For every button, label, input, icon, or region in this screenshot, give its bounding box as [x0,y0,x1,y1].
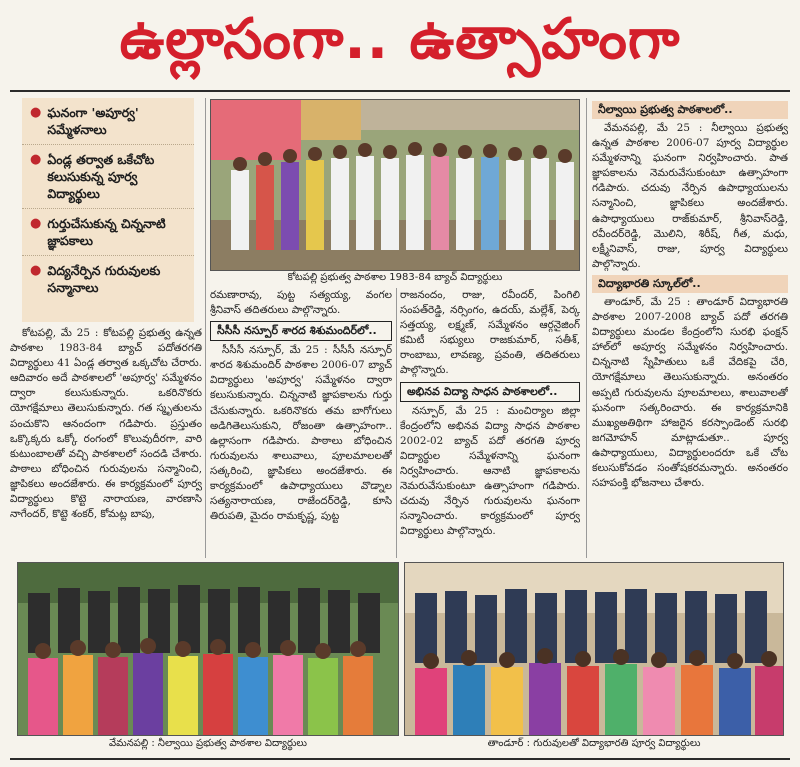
article-column-1 [10,326,202,556]
highlight-item: ● విద్యనేర్పిన గురువులకు సన్మానాలు [30,263,161,295]
section-heading: సీసీసీ నస్పూర్ శారద శిశుమందిర్‌లో.. [210,321,392,341]
headline-rule [10,90,790,92]
article-paragraph: సీసీసీ నస్పూర్, మే 25 : సీసీసీ నస్పూర్ శారద శిశుమందిర్ పాఠశాల 2006-07 బ్యాచ్ విద్యార్థులు 'అపూర్వ' సమ్మేళనం ద్వారా కలుసుకున్నారు. చిన్ననాటి జ్ఞాపకాలను గుర్తు చేసుకున్నారు. ఒకరినొకరు తమ బాగోగులు అడిగితెలుసుకుని, రోజంతా ఉత్సాహంగా.. ఉల్లాసంగా గడిపారు. పాఠాలు బోధించిన గురువులను శాలువాలు, పూలమాలలతో సత్కరించి, జ్ఞాపికలు అందజేశారు. ఈ కార్యక్రమంలో ఉపాధ్యాయులు వొడ్నాల సత్యనారాయణ, రాజేందర్‌రెడ్డి, కూసి తిరుపతి, మైదం రామకృష్ణ, పుట్ట [210,344,392,523]
photo-bottom-left-caption: వేమనపల్లి : నీల్వాయి ప్రభుత్వ పాఠశాల విద్యార్థులు [17,737,399,751]
highlight-item: ● ఘనంగా 'అపూర్వ' సమ్మేళనాలు [22,98,194,145]
article-column-2 [210,288,392,558]
highlights-box [22,98,194,322]
bullet-icon: ● [30,152,42,167]
article-column-4 [592,98,788,558]
photo-bottom-right-caption: తాండూర్ : గురువులతో విద్యాభారతి పూర్వ విద్యార్థులు [404,737,784,751]
photo-kotapalli-group [210,99,580,271]
article-column-3 [400,288,580,558]
headline: ఉల్లాసంగా.. ఉత్సాహంగా [119,6,681,72]
bottom-rule [10,758,790,760]
photo-neelwai-group [17,562,399,736]
section-heading: అభినవ విద్యా సాధన పాఠశాలలో.. [400,382,580,402]
column-divider [205,98,206,558]
photo-tandur-group [404,562,784,736]
photo-top-caption: కోటపల్లి ప్రభుత్వ పాఠశాల 1983-84 బ్యాచ్ విద్యార్థులు [210,271,580,285]
article-paragraph: నస్పూర్, మే 25 : మంచిర్యాల జిల్లా కేంద్రంలోని అభినవ విద్యా సాధన పాఠశాల 2002-02 బ్యాచ్ పదో తరగతి పూర్వ విద్యార్థుల సమ్మేళనాన్ని ఘనంగా నిర్వహించారు. ఆనాటి జ్ఞాపకాలను నెమరువేసుకుంటూ ఉత్సాహంగా గడిపారు. చదువు నేర్పిన గురువులను ఘనంగా సన్మానించారు. కార్యక్రమంలో పూర్వ విద్యార్థులు పాల్గొన్నారు. [400,404,580,538]
article-paragraph: తాండూర్, మే 25 : తాండూర్ విద్యాభారతి పాఠశాల 2007-2008 బ్యాచ్ పదో తరగతి విద్యార్థులు మండల కేంద్రంలోని సురభి ఫంక్షన్ హాల్‌లో అపూర్వ సమ్మేళనం నిర్వహించారు. చిన్ననాటి స్నేహితులు ఒకే వేదికపై చేరి, యోగక్షేమాలు తెలుసుకున్నారు. అనంతరం అప్పటి గురువులను పూలమాలలు, శాలువాలతో ఘనంగా సత్కరించారు. ఈ కార్యక్రమానికి ముఖ్యఅతిథిగా హాజరైన కరస్పాండెంట్ సురభి జగమోహన్ మాట్లాడుతూ.. పూర్వ ఉపాధ్యాయులు, విద్యార్థులందరూ ఒకే చోట కలుసుకోవడం సంతోషకరమన్నారు. అనంతరం సహపంక్తి భోజనాలు చేశారు. [592,295,788,490]
column-divider [586,98,587,558]
section-heading: విద్యాభారతి స్కూల్‌లో.. [592,275,788,293]
bullet-icon: ● [30,105,42,120]
highlight-item: ● ఏండ్ల తర్వాత ఒకేచోట కలుసుకున్న పూర్వ విద్యార్థులు [22,145,194,209]
article-paragraph: రాజనందం, రాజు, రవీందర్, పింగిలి సంపత్‌రెడ్డి, నర్సింగం, ఉదయ్, మల్లేశ్, పెర్క సత్తయ్య, లక్ష్మణ్, సమ్మేళనం ఆర్గనైజింగ్ కమిటీ సభ్యులు రాజకుమార్, సతీశ్, రాంబాబు, లావణ్య, ప్రవంతి, తదితరులు పాల్గొన్నారు. [400,289,580,377]
article-paragraph: కోటపల్లి, మే 25 : కోటపల్లి ప్రభుత్వ ఉన్నత పాఠశాల 1983-84 బ్యాచ్ పదోతరగతి విద్యార్థులు 41 ఏండ్ల తర్వాత ఒక్కచోట చేరారు. ఆదివారం అదే పాఠశాలలో 'అపూర్వ' సమ్మేళనం ద్వారా కలుసుకున్నారు. ఒకరినొకరు యోగక్షేమాలు తెలుసుకున్నారు. గత స్మృతులను పంచుకొని ఆనందంగా గడిపారు. ప్రస్తుతం ఒక్కొక్కరు ఒక్కో రంగంలో కొలువుదీరగా, వారి కుటుంబాలతో వచ్చి పాఠశాలలో సందడి చేశారు. పాఠాలు బోధించిన గురువులను సన్మానించి, జ్ఞాపికలు అందజేశారు. ఈ కార్యక్రమంలో పూర్వ విద్యార్థులు కొట్టె నారాయణ, వారణాసి నాగేందర్, కొట్టె శంకర్, కోమట్ల బాపు, [10,327,202,521]
bullet-icon: ● [30,216,42,231]
column-divider [396,288,397,558]
article-paragraph: వేమనపల్లి, మే 25 : నీల్వాయి ప్రభుత్వ ఉన్నత పాఠశాల 2006-07 పూర్వ విద్యార్థుల సమ్మేళనాన్ని ఘనంగా నిర్వహించారు. పాత జ్ఞాపకాలను నెమరువేసుకుంటూ ఉత్సాహంగా గడిపారు. చదువు నేర్పిన ఉపాధ్యాయులను సన్మానించి, జ్ఞాపికలు అందజేశారు. ఉపాధ్యాయులు రాజ్‌కుమార్, శ్రీనివాస్‌రెడ్డి, రవీందర్‌రెడ్డి, మొలిని, శిరీష్, గీత, మధు, లక్ష్మీనివాస్, రాజు, పూర్వ విద్యార్థులు పాల్గొన్నారు. [592,122,788,270]
highlight-item: ● గుర్తుచేసుకున్న చిన్ననాటి జ్ఞాపకాలు [22,209,194,256]
section-heading: నీల్వాయి ప్రభుత్వ పాఠశాలలో.. [592,101,788,119]
article-paragraph: రమణారావు, పుట్ట సత్యయ్య, వంగల శ్రీనివాస్ తదితరులు పాల్గొన్నారు. [210,289,392,317]
bullet-icon: ● [30,263,42,278]
